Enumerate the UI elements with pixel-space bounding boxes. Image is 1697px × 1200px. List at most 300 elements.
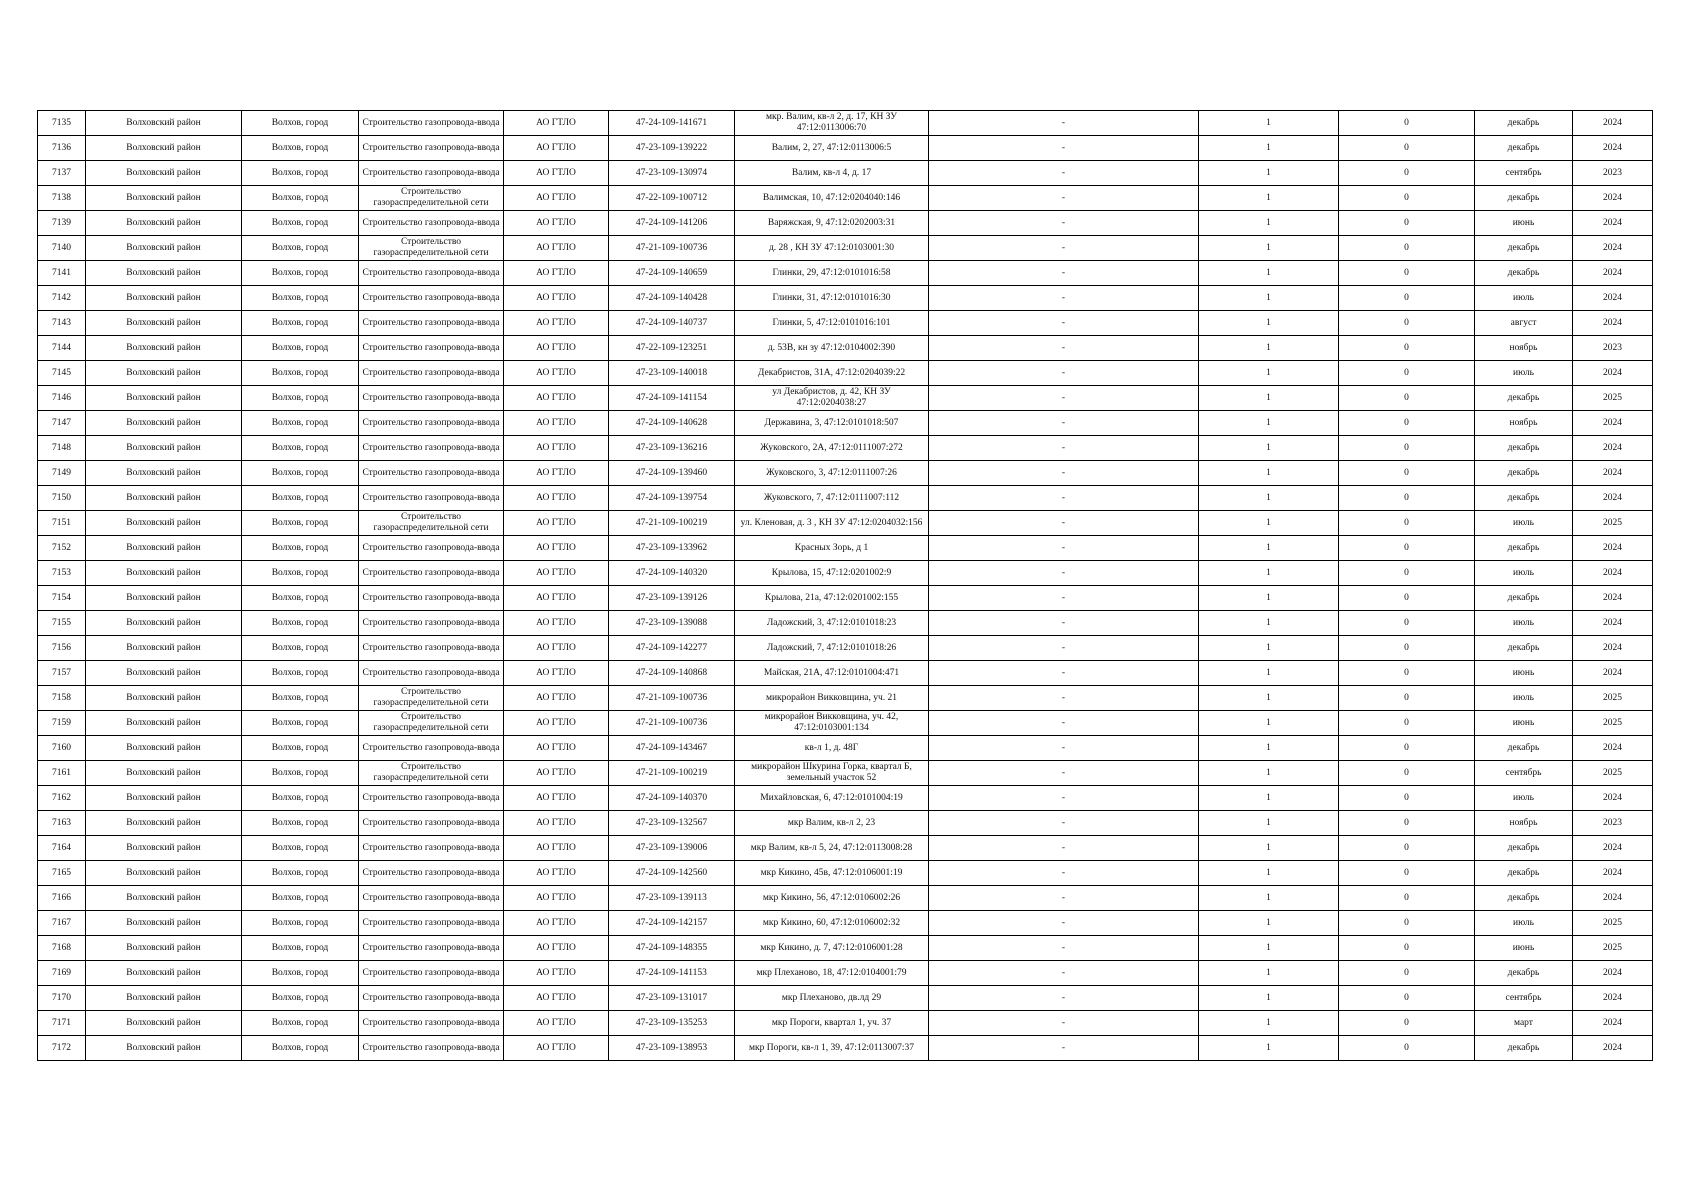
locality-cell: Волхов, город <box>242 911 359 936</box>
quantity-cell: 1 <box>1199 161 1339 186</box>
year-cell: 2024 <box>1573 136 1653 161</box>
work-type-cell: Строительство газопровода-ввода <box>359 861 504 886</box>
year-cell: 2025 <box>1573 686 1653 711</box>
year-cell: 2024 <box>1573 111 1653 136</box>
table-row <box>38 936 1653 961</box>
year-cell: 2025 <box>1573 761 1653 786</box>
zero-value-cell: 0 <box>1339 111 1475 136</box>
address-cell: мкр Валим, кв-л 2, 23 <box>735 811 929 836</box>
organization-cell: АО ГТЛО <box>504 186 609 211</box>
month-cell: июль <box>1475 911 1573 936</box>
locality-cell: Волхов, город <box>242 1036 359 1061</box>
year-cell: 2024 <box>1573 561 1653 586</box>
year-cell: 2023 <box>1573 336 1653 361</box>
row-number-cell: 7158 <box>38 686 86 711</box>
locality-cell: Волхов, город <box>242 661 359 686</box>
work-type-cell: Строительство газопровода-ввода <box>359 636 504 661</box>
empty-value-cell: - <box>929 911 1199 936</box>
empty-value-cell: - <box>929 111 1199 136</box>
row-number-cell: 7152 <box>38 536 86 561</box>
row-number-cell: 7159 <box>38 711 86 736</box>
table-row <box>38 111 1653 136</box>
locality-cell: Волхов, город <box>242 136 359 161</box>
request-code-cell: 47-24-109-141154 <box>609 386 735 411</box>
quantity-cell: 1 <box>1199 436 1339 461</box>
zero-value-cell: 0 <box>1339 361 1475 386</box>
year-cell: 2023 <box>1573 161 1653 186</box>
organization-cell: АО ГТЛО <box>504 211 609 236</box>
quantity-cell: 1 <box>1199 611 1339 636</box>
month-cell: декабрь <box>1475 586 1573 611</box>
work-type-cell: Строительство газораспределительной сети <box>359 711 504 736</box>
district-cell: Волховский район <box>86 886 242 911</box>
work-type-cell: Строительство газопровода-ввода <box>359 811 504 836</box>
zero-value-cell: 0 <box>1339 286 1475 311</box>
request-code-cell: 47-23-109-139113 <box>609 886 735 911</box>
organization-cell: АО ГТЛО <box>504 161 609 186</box>
quantity-cell: 1 <box>1199 736 1339 761</box>
address-cell: д. 28 , КН ЗУ 47:12:0103001:30 <box>735 236 929 261</box>
locality-cell: Волхов, город <box>242 586 359 611</box>
row-number-cell: 7150 <box>38 486 86 511</box>
request-code-cell: 47-24-109-141206 <box>609 211 735 236</box>
organization-cell: АО ГТЛО <box>504 736 609 761</box>
locality-cell: Волхов, город <box>242 736 359 761</box>
row-number-cell: 7154 <box>38 586 86 611</box>
zero-value-cell: 0 <box>1339 761 1475 786</box>
district-cell: Волховский район <box>86 436 242 461</box>
work-type-cell: Строительство газопровода-ввода <box>359 561 504 586</box>
locality-cell: Волхов, город <box>242 361 359 386</box>
year-cell: 2024 <box>1573 836 1653 861</box>
empty-value-cell: - <box>929 1036 1199 1061</box>
year-cell: 2024 <box>1573 1036 1653 1061</box>
zero-value-cell: 0 <box>1339 1036 1475 1061</box>
month-cell: декабрь <box>1475 886 1573 911</box>
locality-cell: Волхов, город <box>242 386 359 411</box>
address-cell: Красных Зорь, д 1 <box>735 536 929 561</box>
locality-cell: Волхов, город <box>242 111 359 136</box>
table-row <box>38 261 1653 286</box>
organization-cell: АО ГТЛО <box>504 561 609 586</box>
empty-value-cell: - <box>929 886 1199 911</box>
table-row <box>38 536 1653 561</box>
year-cell: 2024 <box>1573 886 1653 911</box>
locality-cell: Волхов, город <box>242 286 359 311</box>
quantity-cell: 1 <box>1199 936 1339 961</box>
locality-cell: Волхов, город <box>242 261 359 286</box>
empty-value-cell: - <box>929 836 1199 861</box>
month-cell: декабрь <box>1475 736 1573 761</box>
organization-cell: АО ГТЛО <box>504 986 609 1011</box>
month-cell: декабрь <box>1475 136 1573 161</box>
address-cell: мкр Пороги, кв-л 1, 39, 47:12:0113007:37 <box>735 1036 929 1061</box>
address-cell: Ладожский, 7, 47:12:0101018:26 <box>735 636 929 661</box>
zero-value-cell: 0 <box>1339 186 1475 211</box>
empty-value-cell: - <box>929 486 1199 511</box>
zero-value-cell: 0 <box>1339 561 1475 586</box>
request-code-cell: 47-21-109-100736 <box>609 686 735 711</box>
address-cell: Валимская, 10, 47:12:0204040:146 <box>735 186 929 211</box>
quantity-cell: 1 <box>1199 211 1339 236</box>
request-code-cell: 47-23-109-133962 <box>609 536 735 561</box>
table-row <box>38 711 1653 736</box>
year-cell: 2025 <box>1573 711 1653 736</box>
empty-value-cell: - <box>929 986 1199 1011</box>
empty-value-cell: - <box>929 236 1199 261</box>
request-code-cell: 47-21-109-100219 <box>609 511 735 536</box>
request-code-cell: 47-24-109-141153 <box>609 961 735 986</box>
work-type-cell: Строительство газопровода-ввода <box>359 286 504 311</box>
district-cell: Волховский район <box>86 861 242 886</box>
table-row <box>38 961 1653 986</box>
quantity-cell: 1 <box>1199 786 1339 811</box>
organization-cell: АО ГТЛО <box>504 661 609 686</box>
row-number-cell: 7135 <box>38 111 86 136</box>
empty-value-cell: - <box>929 186 1199 211</box>
month-cell: декабрь <box>1475 236 1573 261</box>
quantity-cell: 1 <box>1199 961 1339 986</box>
locality-cell: Волхов, город <box>242 636 359 661</box>
month-cell: июль <box>1475 786 1573 811</box>
district-cell: Волховский район <box>86 486 242 511</box>
address-cell: микрорайон Викковщина, уч. 42, 47:12:0103001:134 <box>735 711 929 736</box>
request-code-cell: 47-24-109-142157 <box>609 911 735 936</box>
empty-value-cell: - <box>929 511 1199 536</box>
work-type-cell: Строительство газопровода-ввода <box>359 461 504 486</box>
month-cell: июнь <box>1475 661 1573 686</box>
table-row <box>38 1011 1653 1036</box>
zero-value-cell: 0 <box>1339 411 1475 436</box>
locality-cell: Волхов, город <box>242 861 359 886</box>
request-code-cell: 47-24-109-140868 <box>609 661 735 686</box>
table-row <box>38 636 1653 661</box>
table-row <box>38 161 1653 186</box>
zero-value-cell: 0 <box>1339 961 1475 986</box>
row-number-cell: 7171 <box>38 1011 86 1036</box>
district-cell: Волховский район <box>86 661 242 686</box>
work-type-cell: Строительство газопровода-ввода <box>359 1036 504 1061</box>
zero-value-cell: 0 <box>1339 786 1475 811</box>
work-type-cell: Строительство газопровода-ввода <box>359 886 504 911</box>
district-cell: Волховский район <box>86 361 242 386</box>
table-row <box>38 836 1653 861</box>
month-cell: август <box>1475 311 1573 336</box>
district-cell: Волховский район <box>86 161 242 186</box>
request-code-cell: 47-24-109-140428 <box>609 286 735 311</box>
locality-cell: Волхов, город <box>242 836 359 861</box>
month-cell: июль <box>1475 361 1573 386</box>
month-cell: декабрь <box>1475 261 1573 286</box>
row-number-cell: 7151 <box>38 511 86 536</box>
address-cell: Глинки, 29, 47:12:0101016:58 <box>735 261 929 286</box>
request-code-cell: 47-24-109-140659 <box>609 261 735 286</box>
row-number-cell: 7149 <box>38 461 86 486</box>
locality-cell: Волхов, город <box>242 161 359 186</box>
year-cell: 2024 <box>1573 636 1653 661</box>
year-cell: 2024 <box>1573 986 1653 1011</box>
zero-value-cell: 0 <box>1339 486 1475 511</box>
district-cell: Волховский район <box>86 936 242 961</box>
zero-value-cell: 0 <box>1339 986 1475 1011</box>
zero-value-cell: 0 <box>1339 136 1475 161</box>
locality-cell: Волхов, город <box>242 811 359 836</box>
table-row <box>38 886 1653 911</box>
table-row <box>38 736 1653 761</box>
empty-value-cell: - <box>929 261 1199 286</box>
year-cell: 2024 <box>1573 261 1653 286</box>
district-cell: Волховский район <box>86 261 242 286</box>
month-cell: июнь <box>1475 711 1573 736</box>
quantity-cell: 1 <box>1199 811 1339 836</box>
table-row <box>38 311 1653 336</box>
row-number-cell: 7141 <box>38 261 86 286</box>
locality-cell: Волхов, город <box>242 236 359 261</box>
year-cell: 2023 <box>1573 811 1653 836</box>
district-cell: Волховский район <box>86 761 242 786</box>
month-cell: декабрь <box>1475 111 1573 136</box>
organization-cell: АО ГТЛО <box>504 386 609 411</box>
organization-cell: АО ГТЛО <box>504 836 609 861</box>
row-number-cell: 7165 <box>38 861 86 886</box>
quantity-cell: 1 <box>1199 986 1339 1011</box>
year-cell: 2024 <box>1573 286 1653 311</box>
year-cell: 2024 <box>1573 786 1653 811</box>
quantity-cell: 1 <box>1199 386 1339 411</box>
locality-cell: Волхов, город <box>242 311 359 336</box>
month-cell: сентябрь <box>1475 761 1573 786</box>
month-cell: июль <box>1475 686 1573 711</box>
locality-cell: Волхов, город <box>242 561 359 586</box>
organization-cell: АО ГТЛО <box>504 861 609 886</box>
address-cell: микрорайон Викковщина, уч. 21 <box>735 686 929 711</box>
row-number-cell: 7142 <box>38 286 86 311</box>
table-row <box>38 361 1653 386</box>
empty-value-cell: - <box>929 136 1199 161</box>
request-code-cell: 47-24-109-139754 <box>609 486 735 511</box>
organization-cell: АО ГТЛО <box>504 311 609 336</box>
work-type-cell: Строительство газопровода-ввода <box>359 536 504 561</box>
district-cell: Волховский район <box>86 311 242 336</box>
row-number-cell: 7172 <box>38 1036 86 1061</box>
organization-cell: АО ГТЛО <box>504 436 609 461</box>
empty-value-cell: - <box>929 936 1199 961</box>
month-cell: ноябрь <box>1475 336 1573 361</box>
request-code-cell: 47-23-109-136216 <box>609 436 735 461</box>
organization-cell: АО ГТЛО <box>504 1011 609 1036</box>
address-cell: мкр Кикино, 60, 47:12:0106002:32 <box>735 911 929 936</box>
district-cell: Волховский район <box>86 211 242 236</box>
zero-value-cell: 0 <box>1339 811 1475 836</box>
locality-cell: Волхов, город <box>242 536 359 561</box>
district-cell: Волховский район <box>86 736 242 761</box>
month-cell: декабрь <box>1475 861 1573 886</box>
quantity-cell: 1 <box>1199 886 1339 911</box>
year-cell: 2024 <box>1573 736 1653 761</box>
quantity-cell: 1 <box>1199 1011 1339 1036</box>
address-cell: мкр. Валим, кв-л 2, д. 17, КН ЗУ 47:12:0113006:70 <box>735 111 929 136</box>
empty-value-cell: - <box>929 686 1199 711</box>
year-cell: 2024 <box>1573 486 1653 511</box>
empty-value-cell: - <box>929 461 1199 486</box>
row-number-cell: 7145 <box>38 361 86 386</box>
row-number-cell: 7163 <box>38 811 86 836</box>
table-row <box>38 236 1653 261</box>
empty-value-cell: - <box>929 611 1199 636</box>
address-cell: микрорайон Шкурина Горка, квартал Б, земельный участок 52 <box>735 761 929 786</box>
work-type-cell: Строительство газопровода-ввода <box>359 1011 504 1036</box>
row-number-cell: 7168 <box>38 936 86 961</box>
month-cell: декабрь <box>1475 186 1573 211</box>
address-cell: Валим, 2, 27, 47:12:0113006:5 <box>735 136 929 161</box>
empty-value-cell: - <box>929 961 1199 986</box>
organization-cell: АО ГТЛО <box>504 911 609 936</box>
month-cell: июнь <box>1475 936 1573 961</box>
table-row <box>38 186 1653 211</box>
locality-cell: Волхов, город <box>242 336 359 361</box>
work-type-cell: Строительство газопровода-ввода <box>359 136 504 161</box>
quantity-cell: 1 <box>1199 661 1339 686</box>
row-number-cell: 7169 <box>38 961 86 986</box>
work-type-cell: Строительство газопровода-ввода <box>359 411 504 436</box>
quantity-cell: 1 <box>1199 336 1339 361</box>
row-number-cell: 7170 <box>38 986 86 1011</box>
empty-value-cell: - <box>929 311 1199 336</box>
organization-cell: АО ГТЛО <box>504 761 609 786</box>
organization-cell: АО ГТЛО <box>504 811 609 836</box>
work-type-cell: Строительство газопровода-ввода <box>359 486 504 511</box>
zero-value-cell: 0 <box>1339 711 1475 736</box>
row-number-cell: 7137 <box>38 161 86 186</box>
work-type-cell: Строительство газопровода-ввода <box>359 311 504 336</box>
work-type-cell: Строительство газопровода-ввода <box>359 911 504 936</box>
organization-cell: АО ГТЛО <box>504 1036 609 1061</box>
quantity-cell: 1 <box>1199 111 1339 136</box>
address-cell: Жуковского, 2А, 47:12:0111007:272 <box>735 436 929 461</box>
month-cell: июль <box>1475 611 1573 636</box>
quantity-cell: 1 <box>1199 411 1339 436</box>
address-cell: мкр Пороги, квартал 1, уч. 37 <box>735 1011 929 1036</box>
address-cell: Жуковского, 7, 47:12:0111007:112 <box>735 486 929 511</box>
address-cell: Ладожский, 3, 47:12:0101018:23 <box>735 611 929 636</box>
row-number-cell: 7160 <box>38 736 86 761</box>
district-cell: Волховский район <box>86 286 242 311</box>
row-number-cell: 7138 <box>38 186 86 211</box>
organization-cell: АО ГТЛО <box>504 886 609 911</box>
district-cell: Волховский район <box>86 561 242 586</box>
organization-cell: АО ГТЛО <box>504 461 609 486</box>
month-cell: март <box>1475 1011 1573 1036</box>
locality-cell: Волхов, город <box>242 211 359 236</box>
table-row <box>38 586 1653 611</box>
quantity-cell: 1 <box>1199 861 1339 886</box>
quantity-cell: 1 <box>1199 636 1339 661</box>
work-type-cell: Строительство газораспределительной сети <box>359 236 504 261</box>
gas-connections-table <box>37 110 1653 1061</box>
table-row <box>38 336 1653 361</box>
table-row <box>38 661 1653 686</box>
month-cell: ноябрь <box>1475 411 1573 436</box>
address-cell: мкр Кикино, 56, 47:12:0106002:26 <box>735 886 929 911</box>
row-number-cell: 7136 <box>38 136 86 161</box>
empty-value-cell: - <box>929 636 1199 661</box>
zero-value-cell: 0 <box>1339 236 1475 261</box>
empty-value-cell: - <box>929 211 1199 236</box>
work-type-cell: Строительство газопровода-ввода <box>359 161 504 186</box>
empty-value-cell: - <box>929 386 1199 411</box>
quantity-cell: 1 <box>1199 286 1339 311</box>
work-type-cell: Строительство газопровода-ввода <box>359 211 504 236</box>
zero-value-cell: 0 <box>1339 211 1475 236</box>
organization-cell: АО ГТЛО <box>504 336 609 361</box>
month-cell: декабрь <box>1475 536 1573 561</box>
month-cell: июль <box>1475 561 1573 586</box>
year-cell: 2025 <box>1573 386 1653 411</box>
organization-cell: АО ГТЛО <box>504 236 609 261</box>
request-code-cell: 47-23-109-139088 <box>609 611 735 636</box>
work-type-cell: Строительство газораспределительной сети <box>359 686 504 711</box>
empty-value-cell: - <box>929 786 1199 811</box>
district-cell: Волховский район <box>86 786 242 811</box>
request-code-cell: 47-24-109-140737 <box>609 311 735 336</box>
quantity-cell: 1 <box>1199 586 1339 611</box>
table-row <box>38 286 1653 311</box>
request-code-cell: 47-24-109-141671 <box>609 111 735 136</box>
month-cell: декабрь <box>1475 461 1573 486</box>
zero-value-cell: 0 <box>1339 161 1475 186</box>
empty-value-cell: - <box>929 761 1199 786</box>
month-cell: ноябрь <box>1475 811 1573 836</box>
empty-value-cell: - <box>929 536 1199 561</box>
locality-cell: Волхов, город <box>242 886 359 911</box>
year-cell: 2024 <box>1573 861 1653 886</box>
quantity-cell: 1 <box>1199 186 1339 211</box>
request-code-cell: 47-23-109-139006 <box>609 836 735 861</box>
organization-cell: АО ГТЛО <box>504 111 609 136</box>
row-number-cell: 7155 <box>38 611 86 636</box>
year-cell: 2024 <box>1573 536 1653 561</box>
locality-cell: Волхов, город <box>242 936 359 961</box>
request-code-cell: 47-24-109-148355 <box>609 936 735 961</box>
locality-cell: Волхов, город <box>242 686 359 711</box>
row-number-cell: 7140 <box>38 236 86 261</box>
address-cell: ул. Кленовая, д. 3 , КН ЗУ 47:12:0204032:156 <box>735 511 929 536</box>
address-cell: Варяжская, 9, 47:12:0202003:31 <box>735 211 929 236</box>
district-cell: Волховский район <box>86 186 242 211</box>
quantity-cell: 1 <box>1199 486 1339 511</box>
work-type-cell: Строительство газопровода-ввода <box>359 786 504 811</box>
address-cell: Жуковского, 3, 47:12:0111007:26 <box>735 461 929 486</box>
organization-cell: АО ГТЛО <box>504 411 609 436</box>
address-cell: кв-л 1, д. 48Г <box>735 736 929 761</box>
address-cell: д. 53В, кн зу 47:12:0104002:390 <box>735 336 929 361</box>
request-code-cell: 47-24-109-139460 <box>609 461 735 486</box>
table-row <box>38 911 1653 936</box>
quantity-cell: 1 <box>1199 136 1339 161</box>
request-code-cell: 47-21-109-100736 <box>609 711 735 736</box>
empty-value-cell: - <box>929 736 1199 761</box>
address-cell: Михайловская, 6, 47:12:0101004:19 <box>735 786 929 811</box>
table-row <box>38 511 1653 536</box>
table-row <box>38 761 1653 786</box>
table-row <box>38 1036 1653 1061</box>
row-number-cell: 7167 <box>38 911 86 936</box>
row-number-cell: 7146 <box>38 386 86 411</box>
request-code-cell: 47-23-109-139222 <box>609 136 735 161</box>
quantity-cell: 1 <box>1199 536 1339 561</box>
organization-cell: АО ГТЛО <box>504 711 609 736</box>
work-type-cell: Строительство газопровода-ввода <box>359 386 504 411</box>
